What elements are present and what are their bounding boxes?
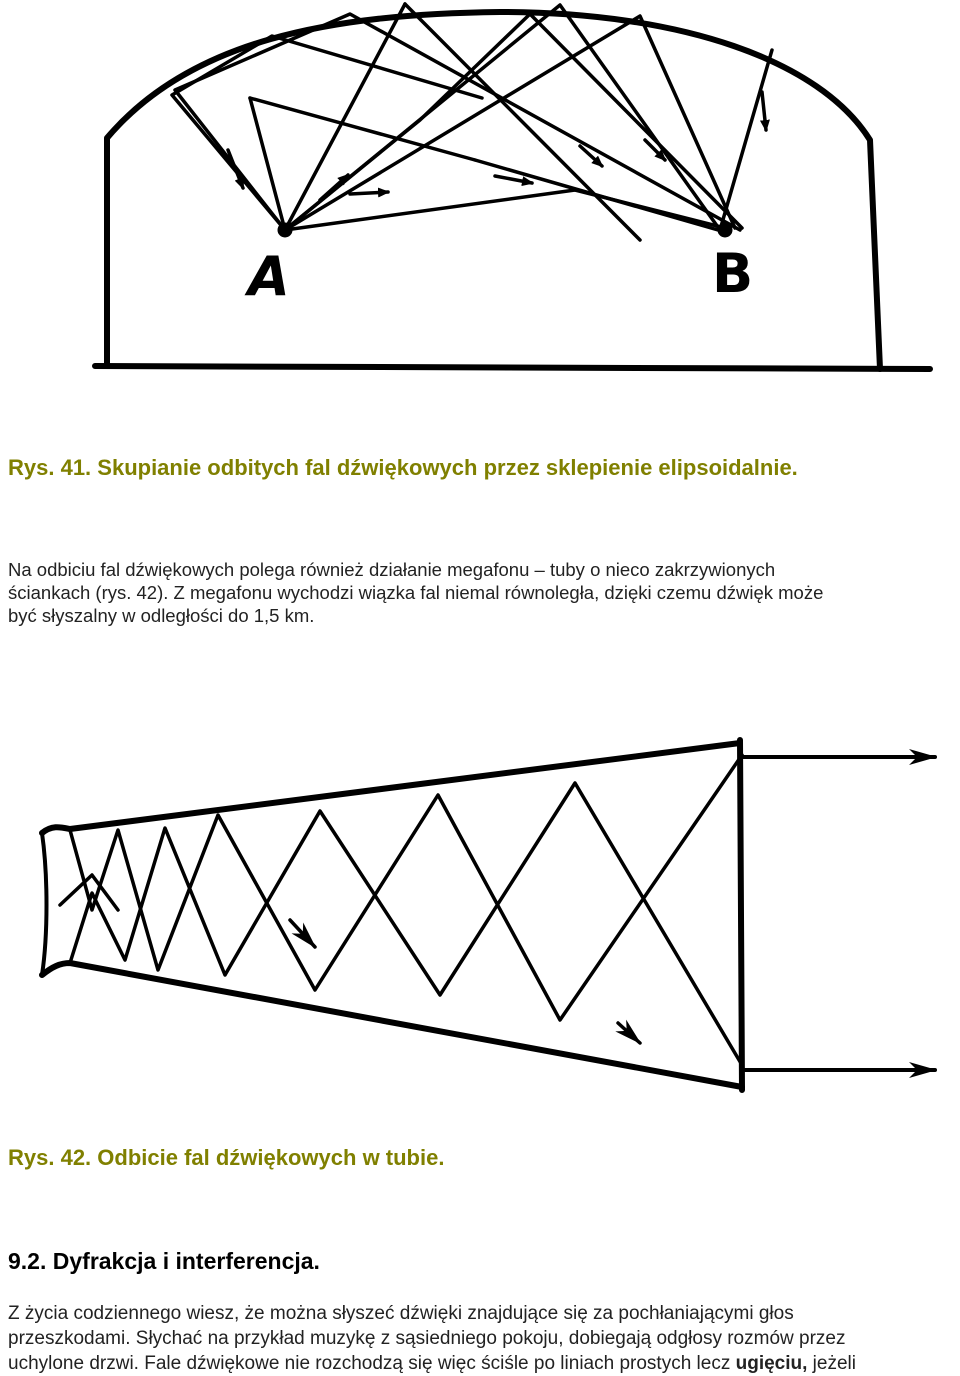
paragraph-line: być słyszalny w odległości do 1,5 km. bbox=[8, 605, 315, 626]
horn-upper-wall bbox=[42, 743, 740, 833]
reflection-paths bbox=[60, 755, 742, 1065]
label-b: B bbox=[712, 242, 754, 305]
paragraph-line: ściankach (rys. 42). Z megafonu wychodzi wiązka fal niemal równoległa, dzięki czemu dźwięk może bbox=[8, 582, 824, 603]
horn-lower-wall bbox=[42, 963, 742, 1087]
paragraph-megaphone bbox=[8, 558, 956, 627]
horn-mouth-left bbox=[42, 833, 47, 975]
horn-opening-right bbox=[740, 740, 742, 1090]
vault-floor bbox=[95, 366, 930, 369]
figure-41-caption: Rys. 41. Skupianie odbitych fal dźwiękowych przez sklepienie elipsoidalnie. bbox=[8, 455, 798, 480]
paragraph-diffraction bbox=[8, 1301, 956, 1376]
figure-42-horn bbox=[0, 735, 960, 1105]
paragraph-text: uchylone drzwi. Fale dźwiękowe nie rozchodzą się więc ściśle po liniach prostych lecz bbox=[8, 1353, 736, 1374]
section-heading: 9.2. Dyfrakcja i interferencja. bbox=[8, 1248, 320, 1274]
focus-point-a bbox=[278, 223, 292, 237]
paragraph-line: przeszkodami. Słychać na przykład muzykę z sąsiedniego pokoju, dobiegają odgłosy rozmów przez bbox=[8, 1328, 846, 1349]
paragraph-line: Na odbiciu fal dźwiękowych polega również działanie megafonu – tuby o nieco zakrzywionych bbox=[8, 559, 776, 580]
focus-point-b bbox=[718, 223, 732, 237]
figure-41-ellipsoidal-vault bbox=[0, 0, 960, 380]
bold-term: ugięciu, bbox=[735, 1353, 808, 1374]
paragraph-line: Z życia codziennego wiesz, że można słyszeć dźwięki znajdujące się za pochłaniającymi głos bbox=[8, 1303, 794, 1324]
paragraph-text: jeżeli bbox=[807, 1353, 856, 1374]
paragraph-line bbox=[8, 1351, 956, 1376]
figure-42-caption: Rys. 42. Odbicie fal dźwiękowych w tubie. bbox=[8, 1145, 445, 1170]
label-a: A bbox=[248, 245, 290, 308]
